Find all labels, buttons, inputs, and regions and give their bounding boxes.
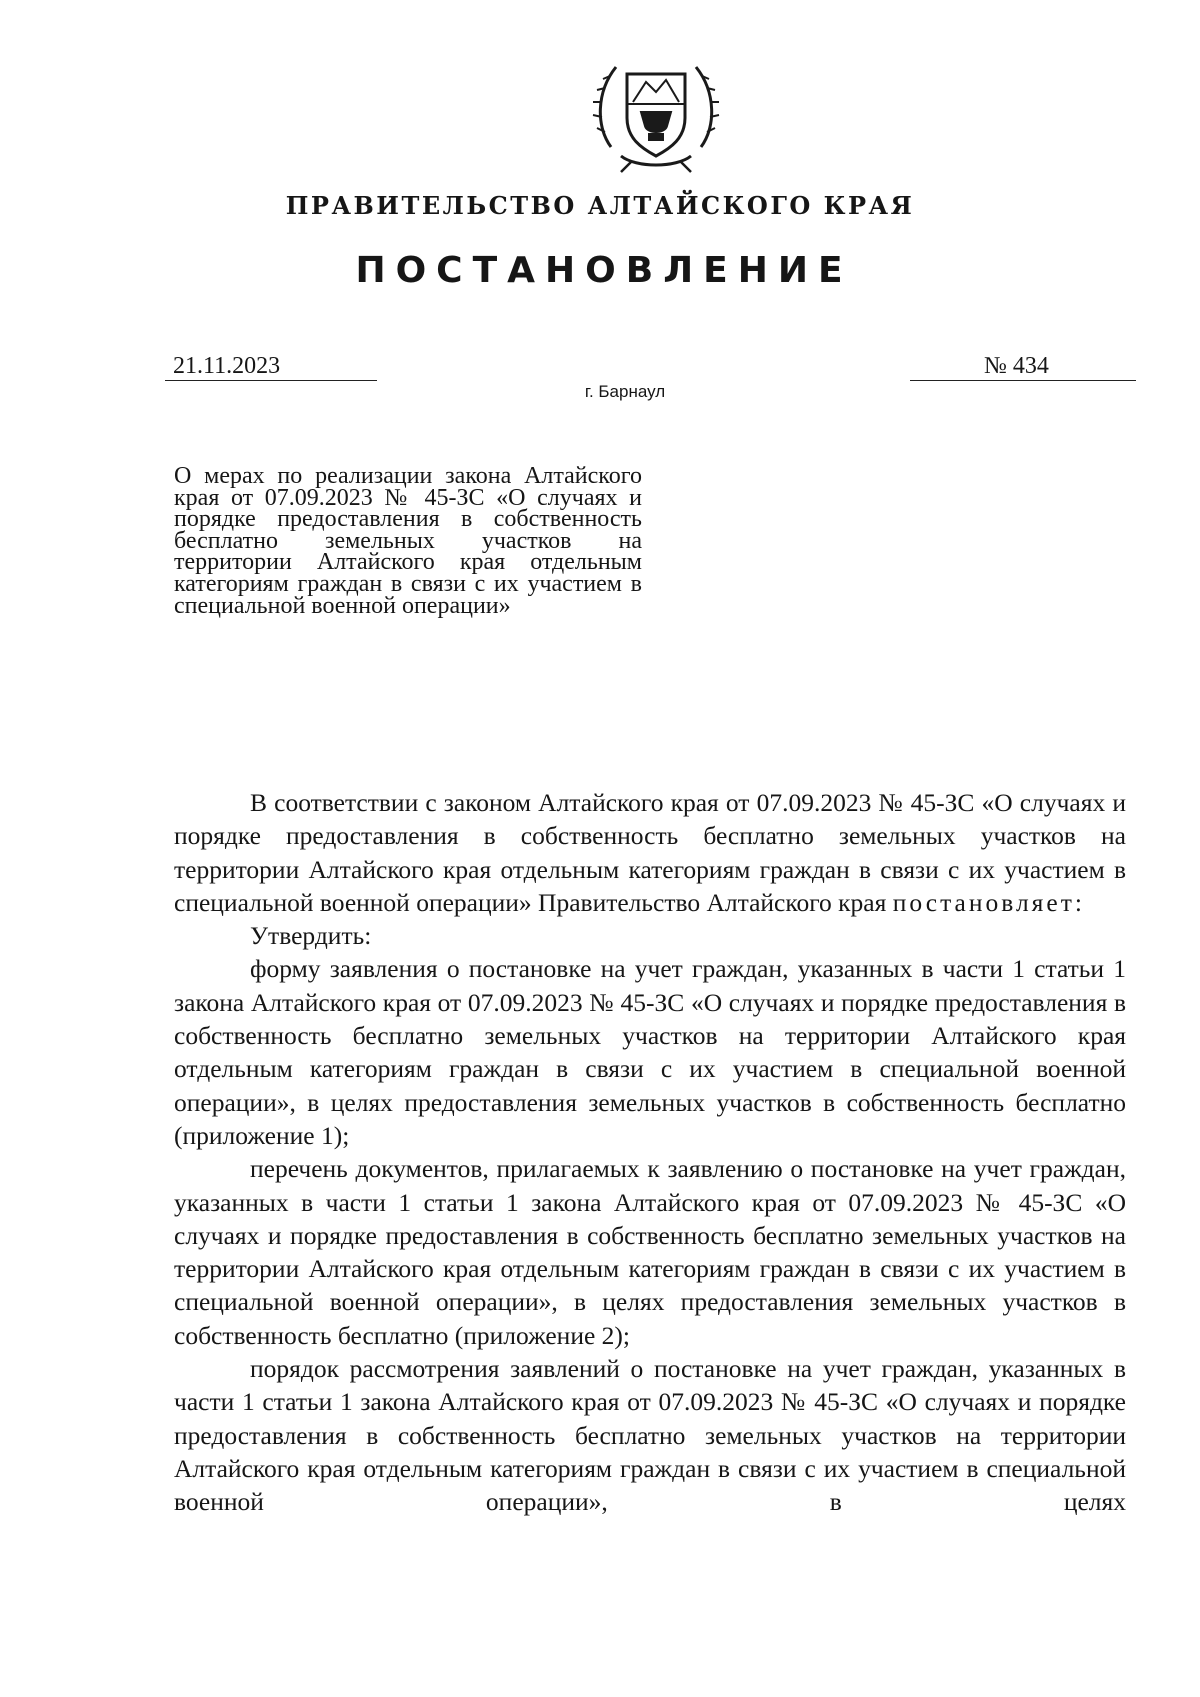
- document-number: № 434: [910, 352, 1136, 381]
- item-paragraph-1: форму заявления о постановке на учет граждан, указанных в части 1 статьи 1 закона Алтайского края от 07.09.2023 № 45-ЗС «О случаях и порядке предоставления в собственность бесплатно земельных участков на территории Алтайского края отдельным категориям граждан в связи с их участием в специальной военной операции», в целях предоставления земельных участков в собственность бесплатно (приложение 1);: [174, 954, 1126, 1150]
- document-date: 21.11.2023: [165, 352, 377, 381]
- decree-colon: :: [1074, 887, 1082, 917]
- preamble-paragraph: [174, 786, 1126, 919]
- item-paragraph-2: перечень документов, прилагаемых к заявлению о постановке на учет граждан, указанных в части 1 статьи 1 закона Алтайского края от 07.09.2023 № 45-ЗС «О случаях и порядке предоставления в собственность бесплатно земельных участков на территории Алтайского края отдельным категориям граждан в связи с их участием в специальной военной операции», в целях предоставления земельных участков в собственность бесплатно (приложение 2);: [174, 1154, 1126, 1350]
- document-city: г. Барнаул: [584, 382, 666, 401]
- approve-paragraph: Утвердить:: [250, 921, 372, 951]
- document-subject: О мерах по реализации закона Алтайского края от 07.09.2023 № 45-ЗС «О случаях и порядке предоставления в собственность бесплатно земельных участков на территории Алтайского края отдельным категориям граждан в связи с их участием в специальной военной операции»: [174, 463, 642, 619]
- decree-word: постановляет: [892, 887, 1075, 917]
- document-type-heading: ПОСТАНОВЛЕНИЕ: [355, 250, 853, 291]
- document-body: [174, 786, 1126, 1519]
- altai-krai-coat-of-arms-icon: [591, 52, 721, 174]
- item-paragraph-3: порядок рассмотрения заявлений о постановке на учет граждан, указанных в части 1 статьи 1 закона Алтайского края от 07.09.2023 № 45-ЗС «О случаях и порядке предоставления в собственность бесплатно земельных участков на территории Алтайского края отдельным категориям граждан в связи с их участием в специальной военной операции», в целях: [174, 1354, 1126, 1517]
- organization-title: ПРАВИТЕЛЬСТВО АЛТАЙСКОГО КРАЯ: [285, 191, 915, 220]
- preamble-text: В соответствии с законом Алтайского края от 07.09.2023 № 45-ЗС «О случаях и порядке предоставления в собственность бесплатно земельных участков на территории Алтайского края отдельным категориям граждан в связи с их участием в специальной военной операции» Правительство Алтайского края: [174, 788, 1126, 917]
